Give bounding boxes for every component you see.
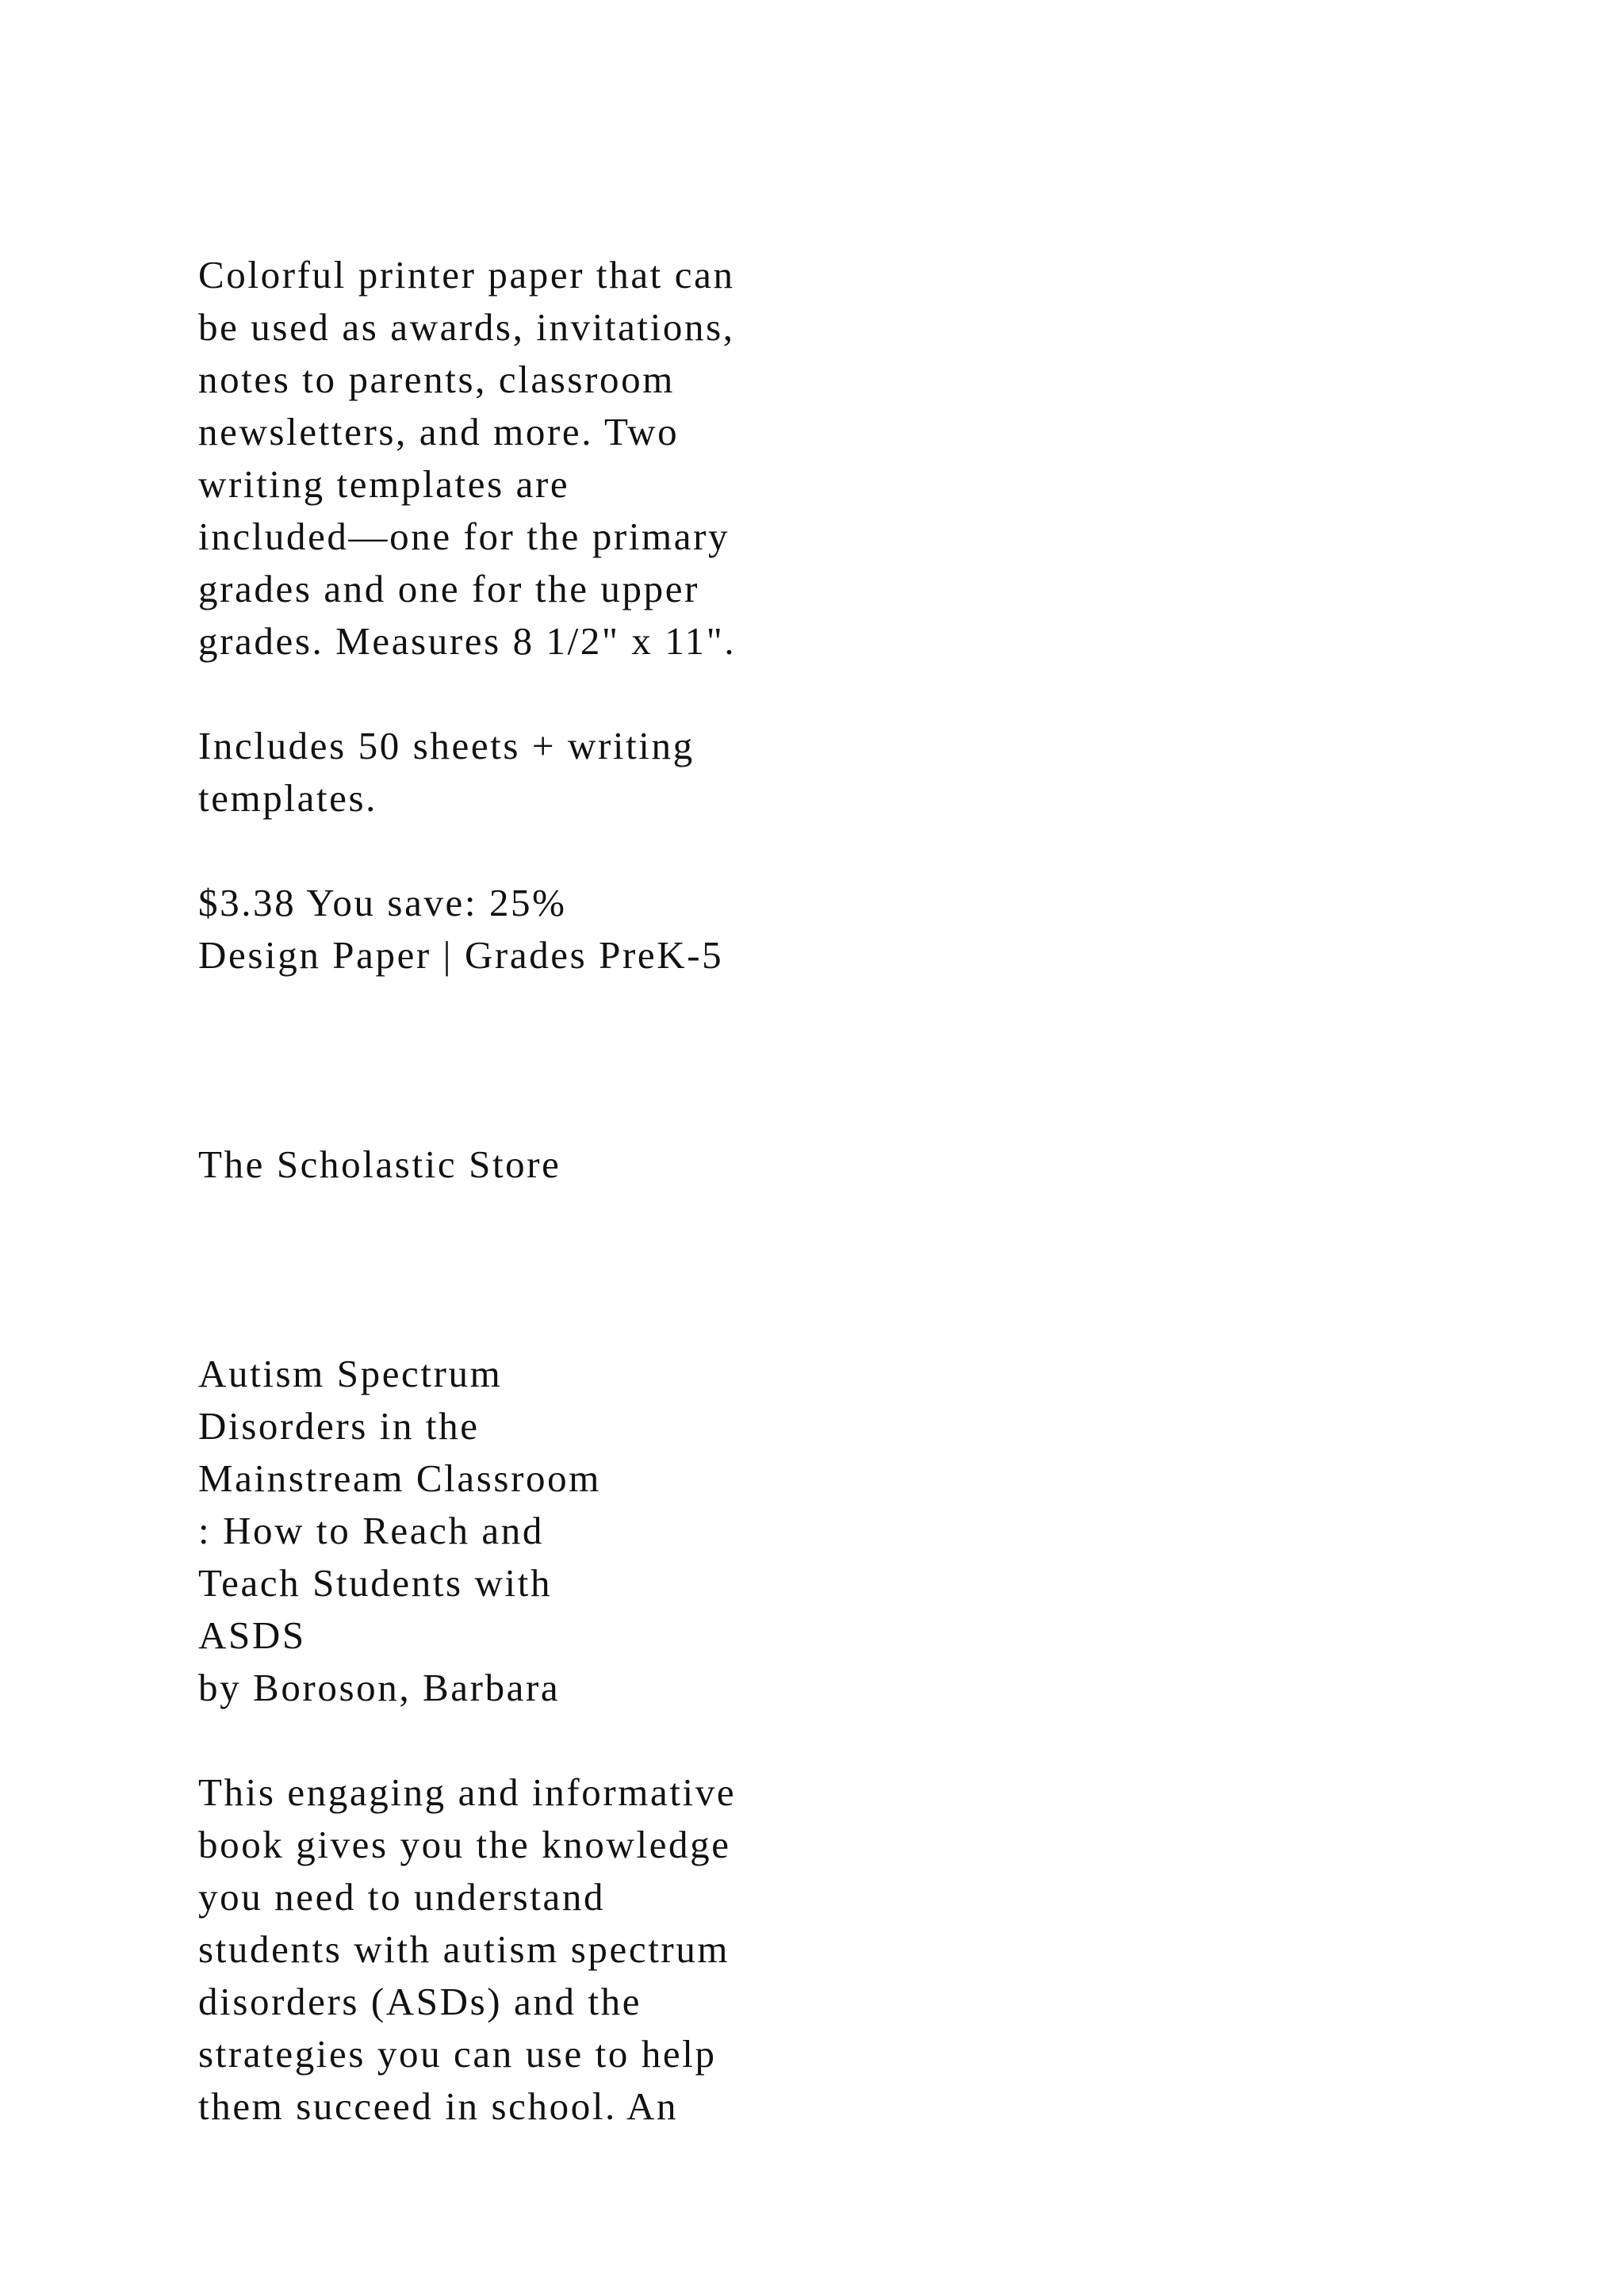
category-line: Design Paper | Grades PreK-5 xyxy=(198,933,724,977)
book-description xyxy=(198,1766,1071,2133)
book-title-line: Disorders in the xyxy=(198,1404,480,1448)
paragraph-line: Colorful printer paper that can xyxy=(198,253,735,297)
paragraph-line: Includes 50 sheets + writing xyxy=(198,724,695,767)
paragraph-line: be used as awards, invitations, xyxy=(198,305,735,349)
book-title-line: Mainstream Classroom xyxy=(198,1456,601,1500)
book-title-line: : How to Reach and xyxy=(198,1509,544,1552)
spacer xyxy=(198,1714,1071,1766)
store-name-block xyxy=(198,1138,1071,1191)
store-name: The Scholastic Store xyxy=(198,1142,561,1186)
paragraph-line: notes to parents, classroom xyxy=(198,358,675,401)
paragraph-line: grades and one for the upper xyxy=(198,567,699,610)
book-title-line: Autism Spectrum xyxy=(198,1352,503,1395)
text-column xyxy=(198,249,1071,2133)
product-includes xyxy=(198,720,1071,825)
paragraph-line: writing templates are xyxy=(198,462,570,506)
spacer xyxy=(198,825,1071,877)
paragraph-line: grades. Measures 8 1/2" x 11". xyxy=(198,619,737,663)
book-author: by Boroson, Barbara xyxy=(198,1666,561,1709)
spacer xyxy=(198,982,1071,1138)
paragraph-line: newsletters, and more. Two xyxy=(198,410,680,453)
paragraph-line: templates. xyxy=(198,776,378,820)
paragraph-line: This engaging and informative xyxy=(198,1770,737,1814)
product-price-info xyxy=(198,877,1071,982)
paragraph-line: them succeed in school. An xyxy=(198,2084,679,2128)
spacer xyxy=(198,668,1071,720)
paragraph-line: disorders (ASDs) and the xyxy=(198,1980,642,2023)
book-title xyxy=(198,1348,1071,1714)
book-title-line: Teach Students with xyxy=(198,1561,553,1605)
paragraph-line: students with autism spectrum xyxy=(198,1927,730,1971)
book-title-line: ASDS xyxy=(198,1613,306,1657)
paragraph-line: book gives you the knowledge xyxy=(198,1823,731,1866)
product-description xyxy=(198,249,1071,668)
paragraph-line: you need to understand xyxy=(198,1875,606,1919)
paragraph-line: included—one for the primary xyxy=(198,515,730,558)
paragraph-line: strategies you can use to help xyxy=(198,2032,717,2076)
spacer xyxy=(198,1191,1071,1348)
price-line: $3.38 You save: 25% xyxy=(198,881,567,924)
